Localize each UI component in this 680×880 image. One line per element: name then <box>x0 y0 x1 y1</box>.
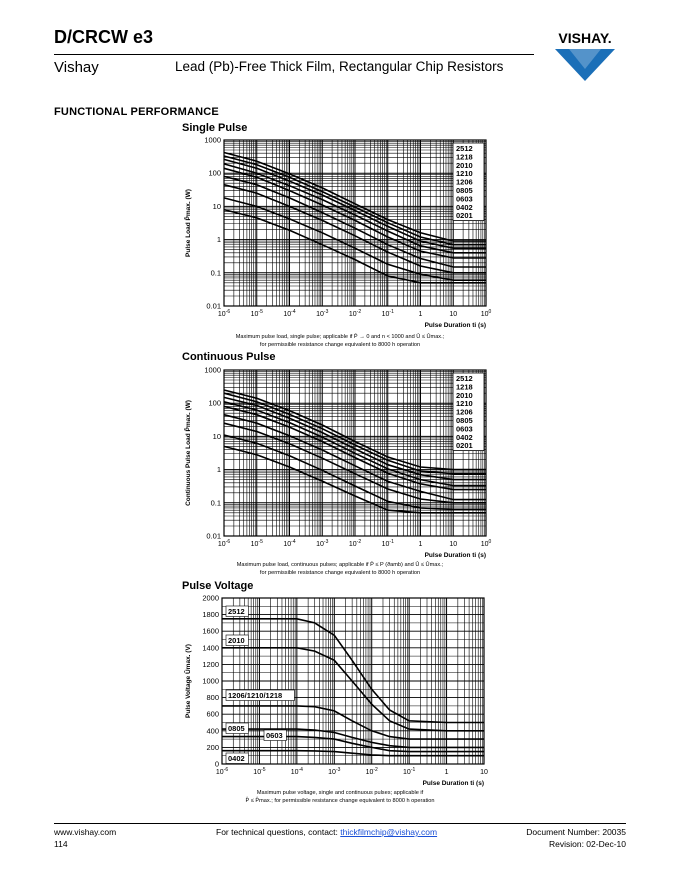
chart-title-pulse-voltage: Pulse Voltage <box>182 580 254 592</box>
legend-entry-1206: 1206 <box>456 177 473 187</box>
y-tick-label: 400 <box>206 726 219 736</box>
y-tick-label: 600 <box>206 709 219 719</box>
series-label-0402: 0402 <box>228 754 245 763</box>
x-tick-label: 1 <box>418 311 423 318</box>
legend-entry-0402: 0402 <box>456 202 473 212</box>
x-tick-label: $10^{-1}$ <box>381 309 394 318</box>
y-tick-label: 1000 <box>204 136 221 145</box>
footer-website[interactable]: www.vishay.com <box>54 827 117 837</box>
footer-contact-prefix: For technical questions, contact: <box>216 827 341 837</box>
x-tick-label: $10^0$ <box>480 309 492 318</box>
x-tick-label: $10^{-1}$ <box>381 539 394 548</box>
y-tick-label: 100 <box>208 398 221 408</box>
single-pulse-note <box>180 333 500 349</box>
y-tick-label: 0.1 <box>210 268 221 278</box>
legend-entry-1210: 1210 <box>456 399 473 409</box>
logo-text: VISHAY. <box>558 30 612 46</box>
x-axis-label: Pulse Duration ti (s) <box>422 780 484 787</box>
x-tick-label: 10 <box>449 541 458 548</box>
pulse-voltage-note-line1: Maximum pulse voltage, single and continuous pulses; applicable if <box>256 790 424 796</box>
legend-entry-0805: 0805 <box>456 416 473 425</box>
legend-entry-1210: 1210 <box>456 169 473 179</box>
x-tick-label: $10^{-1}$ <box>403 767 416 776</box>
legend-entry-2010: 2010 <box>456 390 473 400</box>
y-tick-label: 10 <box>212 431 221 441</box>
document-subtitle: Lead (Pb)-Free Thick Film, Rectangular Chip Resistors <box>175 59 504 74</box>
legend-entry-2512: 2512 <box>456 374 473 383</box>
x-tick-label: $10^{-6}$ <box>217 309 231 318</box>
y-axis-label: Continuous Pulse Load P̂max. (W) <box>185 400 192 506</box>
pulse-voltage-note-line2: P̂ ≤ P̂max.; for permissible resistance change equivalent to 8000 h operation <box>245 798 435 804</box>
y-tick-label: 10 <box>212 201 221 211</box>
legend-entry-0402: 0402 <box>456 432 473 442</box>
series-label-1206-1210-1218: 1206/1210/1218 <box>228 691 283 700</box>
header-rule <box>54 54 534 55</box>
x-tick-label: 1 <box>418 541 423 548</box>
x-tick-label: $10^{-4}$ <box>283 539 296 548</box>
x-tick-label: $10^{-5}$ <box>250 309 263 318</box>
legend-entry-0201: 0201 <box>456 441 473 451</box>
section-title: FUNCTIONAL PERFORMANCE <box>54 106 219 118</box>
x-axis-label: Pulse Duration ti (s) <box>424 322 486 329</box>
series-label-2512: 2512 <box>228 607 245 616</box>
footer-rule <box>54 823 626 824</box>
x-axis-label: Pulse Duration ti (s) <box>424 552 486 559</box>
brand-name: Vishay <box>54 59 99 76</box>
y-axis-label: Pulse Load P̂max. (W) <box>185 189 192 257</box>
y-tick-label: 1 <box>216 235 221 245</box>
footer-page-number: 114 <box>54 839 68 849</box>
y-tick-label: 1600 <box>202 626 219 636</box>
y-tick-label: 1 <box>216 465 221 475</box>
series-label-0603: 0603 <box>266 731 283 740</box>
y-tick-label: 1000 <box>204 365 221 375</box>
x-tick-label: 1 <box>444 769 449 776</box>
document-title: D/CRCW e3 <box>54 27 154 47</box>
x-tick-label: 10 <box>480 769 488 776</box>
series-label-0805: 0805 <box>228 724 245 733</box>
chart-title-continuous-pulse: Continuous Pulse <box>182 351 276 363</box>
series-label-2010: 2010 <box>228 636 245 645</box>
y-tick-label: 0.01 <box>206 531 221 541</box>
single-pulse-note-line2: for permissible resistance change equivalent to 8000 h operation <box>259 342 421 348</box>
legend-entry-1218: 1218 <box>456 152 473 162</box>
y-tick-label: 0.01 <box>206 301 221 311</box>
legend-entry-2010: 2010 <box>456 160 473 170</box>
y-tick-label: 200 <box>206 742 219 752</box>
footer-revision: Revision: 02-Dec-10 <box>548 839 626 849</box>
footer-contact <box>216 827 437 837</box>
x-tick-label: $10^{-5}$ <box>253 767 266 776</box>
y-tick-label: 100 <box>208 168 221 178</box>
y-tick-label: 1800 <box>202 610 219 620</box>
legend-entry-1218: 1218 <box>456 382 473 392</box>
continuous-pulse-chart <box>180 365 500 565</box>
x-tick-label: $10^{-6}$ <box>217 539 231 548</box>
x-tick-label: 10 <box>449 311 458 318</box>
x-tick-label: $10^{-4}$ <box>290 767 303 776</box>
x-tick-label: $10^{-2}$ <box>365 767 378 776</box>
legend-entry-0603: 0603 <box>456 194 473 204</box>
x-tick-label: $10^{-3}$ <box>316 539 329 548</box>
vishay-logo <box>545 27 625 83</box>
x-tick-label: $10^{-2}$ <box>348 539 362 548</box>
x-tick-label: $10^0$ <box>480 539 492 548</box>
x-tick-label: $10^{-3}$ <box>316 309 329 318</box>
y-tick-label: 800 <box>206 693 219 703</box>
y-axis-label: Pulse Voltage Ûmax. (V) <box>185 644 192 718</box>
y-tick-label: 1000 <box>202 676 219 686</box>
grid-lines <box>224 140 486 306</box>
pulse-voltage-note <box>180 789 500 805</box>
continuous-pulse-note-line1: Maximum pulse load, continuous pulses; applicable if P̄ ≤ P (ϑamb) and Û ≤ Ûmax.; <box>236 562 444 568</box>
y-tick-label: 1400 <box>202 643 219 653</box>
footer-document-number: Document Number: 20035 <box>526 827 626 837</box>
single-pulse-note-line1: Maximum pulse load, single pulse; applicable if P̄ → 0 and n < 1000 and Û ≤ Ûmax.; <box>235 334 445 340</box>
legend-entry-0201: 0201 <box>456 211 473 221</box>
x-tick-label: $10^{-3}$ <box>328 767 341 776</box>
chart-title-single-pulse: Single Pulse <box>182 122 248 134</box>
x-tick-label: $10^{-5}$ <box>250 539 263 548</box>
y-tick-label: 0.1 <box>210 498 221 508</box>
footer-contact-email[interactable]: thickfilmchip@vishay.com <box>340 827 438 837</box>
legend-entry-0805: 0805 <box>456 186 473 195</box>
single-pulse-chart <box>180 136 500 336</box>
x-tick-label: $10^{-6}$ <box>215 767 229 776</box>
y-tick-label: 1200 <box>202 659 219 669</box>
x-tick-label: $10^{-2}$ <box>348 309 362 318</box>
legend-entry-2512: 2512 <box>456 144 473 153</box>
y-tick-label: 2000 <box>202 594 219 603</box>
legend-entry-1206: 1206 <box>456 407 473 417</box>
continuous-pulse-note <box>180 561 500 577</box>
continuous-pulse-note-line2: for permissible resistance change equivalent to 8000 h operation <box>259 570 421 576</box>
pulse-voltage-chart <box>180 594 500 790</box>
y-tick-label: 0 <box>214 759 219 769</box>
x-tick-label: $10^{-4}$ <box>283 309 296 318</box>
legend-entry-0603: 0603 <box>456 424 473 434</box>
